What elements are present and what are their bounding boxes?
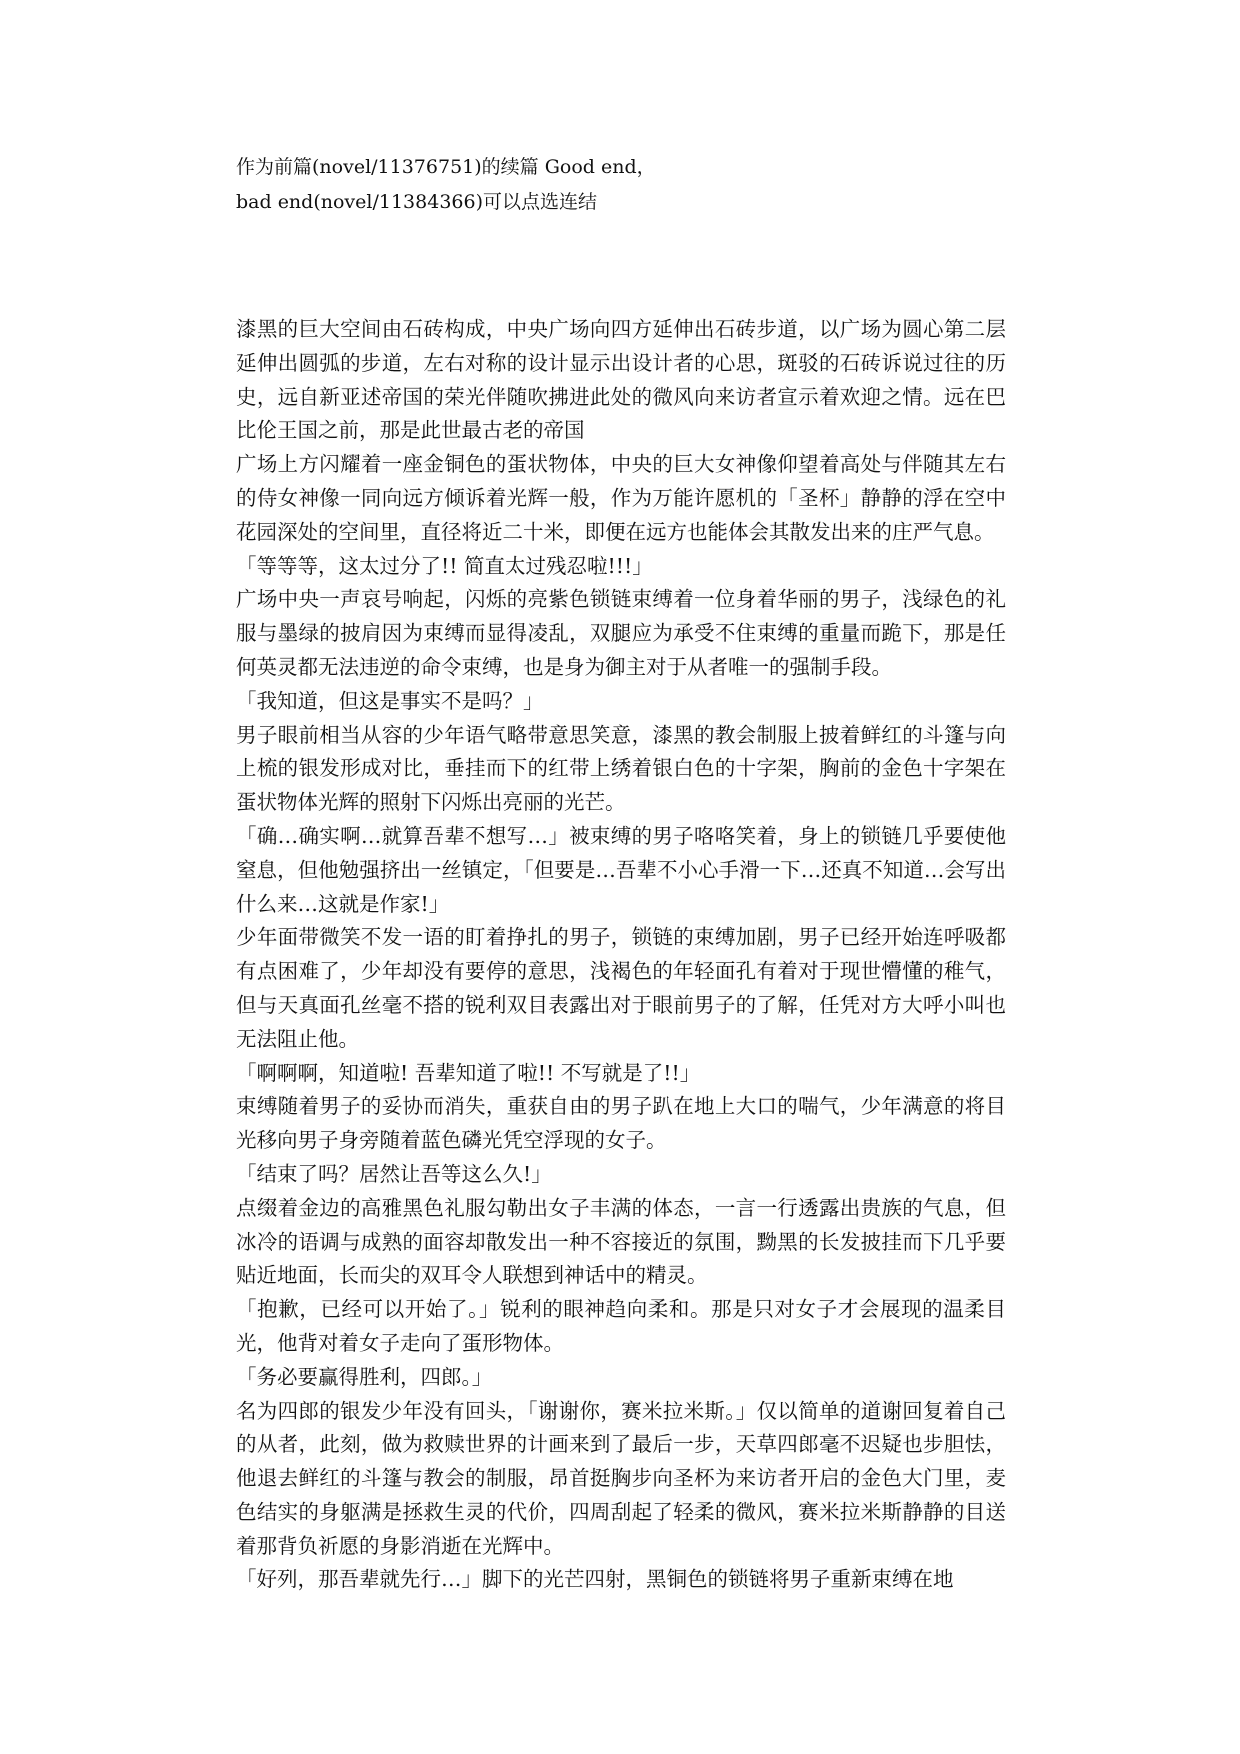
paragraph: 名为四郎的银发少年没有回头，「谢谢你，赛米拉米斯。」仅以简单的道谢回复着自己的从者，此刻，做为救赎世界的计画来到了最后一步，天草四郎毫不迟疑也步胆怯，他退去鲜红的斗篷与教会的制服，昂首挺胸步向圣杯为来访者开启的金色大门里，麦色结实的身躯满是拯救生灵的代价，四周刮起了轻柔的微风，赛米拉米斯静静的目送着那背负祈愿的身影消逝在光辉中。 — [236, 1398, 1006, 1558]
paragraph: 少年面带微笑不发一语的盯着挣扎的男子，锁链的束缚加剧，男子已经开始连呼吸都有点困难了，少年却没有要停的意思，浅褐色的年轻面孔有着对于现世懵懂的稚气，但与天真面孔丝毫不搭的锐利双目表露出对于眼前男子的了解，任凭对方大呼小叫也无法阻止他。 — [236, 925, 1006, 1051]
paragraph: 点缀着金边的高雅黑色礼服勾勒出女子丰满的体态，一言一行透露出贵族的气息，但冰冷的语调与成熟的面容却散发出一种不容接近的氛围，黝黑的长发披挂而下几乎要贴近地面，长而尖的双耳令人联想到神话中的精灵。 — [236, 1195, 1006, 1288]
paragraph: 「好列，那吾辈就先行…」脚下的光芒四射，黑铜色的锁链将男子重新束缚在地 — [236, 1567, 954, 1592]
dialogue-line: 「我知道，但这是事实不是吗？」 — [236, 688, 544, 713]
header-note-line-1: 作为前篇(novel/11376751)的续篇 Good end， — [236, 156, 656, 178]
paragraph: 漆黑的巨大空间由石砖构成，中央广场向四方延伸出石砖步道，以广场为圆心第二层延伸出圆弧的步道，左右对称的设计显示出设计者的心思，斑驳的石砖诉说过往的历史，远自新亚述帝国的荣光伴随吹拂进此处的微风向来访者宣示着欢迎之情。远在巴比伦王国之前，那是此世最古老的帝国 — [236, 317, 1006, 443]
header-note — [236, 150, 996, 220]
paragraph: 广场上方闪耀着一座金铜色的蛋状物体，中央的巨大女神像仰望着高处与伴随其左右的侍女神像一同向远方倾诉着光辉一般，作为万能许愿机的「圣杯」静静的浮在空中花园深处的空间里，直径将近二十米，即便在远方也能体会其散发出来的庄严气息。 — [236, 452, 1006, 544]
paragraph: 男子眼前相当从容的少年语气略带意思笑意，漆黑的教会制服上披着鲜红的斗篷与向上梳的银发形成对比，垂挂而下的红带上绣着银白色的十字架，胸前的金色十字架在蛋状物体光辉的照射下闪烁出亮丽的光芒。 — [236, 722, 1006, 815]
paragraph: 广场中央一声哀号响起，闪烁的亮紫色锁链束缚着一位身着华丽的男子，浅绿色的礼服与墨绿的披肩因为束缚而显得凌乱，双腿应为承受不住束缚的重量而跪下，那是任何英灵都无法违逆的命令束缚，也是身为御主对于从者唯一的强制手段。 — [236, 587, 1006, 679]
paragraph: 「确…确实啊…就算吾辈不想写…」被束缚的男子咯咯笑着，身上的锁链几乎要使他窒息，但他勉强挤出一丝镇定，「但要是…吾辈不小心手滑一下…还真不知道…会写出什么来…这就是作家!」 — [236, 823, 1006, 916]
dialogue-line: 「啊啊啊，知道啦! 吾辈知道了啦!! 不写就是了!!」 — [236, 1060, 701, 1085]
paragraph: 「抱歉，已经可以开始了。」锐利的眼神趋向柔和。那是只对女子才会展现的温柔目光，他背对着女子走向了蛋形物体。 — [236, 1297, 1006, 1355]
story-body — [236, 313, 1006, 1597]
dialogue-line: 「务必要赢得胜利，四郎。」 — [236, 1364, 493, 1389]
header-note-line-2: bad end(novel/11384366)可以点选连结 — [236, 191, 598, 213]
paragraph: 束缚随着男子的妥协而消失，重获自由的男子趴在地上大口的喘气，少年满意的将目光移向男子身旁随着蓝色磷光凭空浮现的女子。 — [236, 1094, 1006, 1153]
dialogue-line: 「结束了吗？居然让吾等这么久!」 — [236, 1161, 552, 1186]
dialogue-line: 「等等等，这太过分了!! 简直太过残忍啦!!!」 — [236, 553, 653, 578]
